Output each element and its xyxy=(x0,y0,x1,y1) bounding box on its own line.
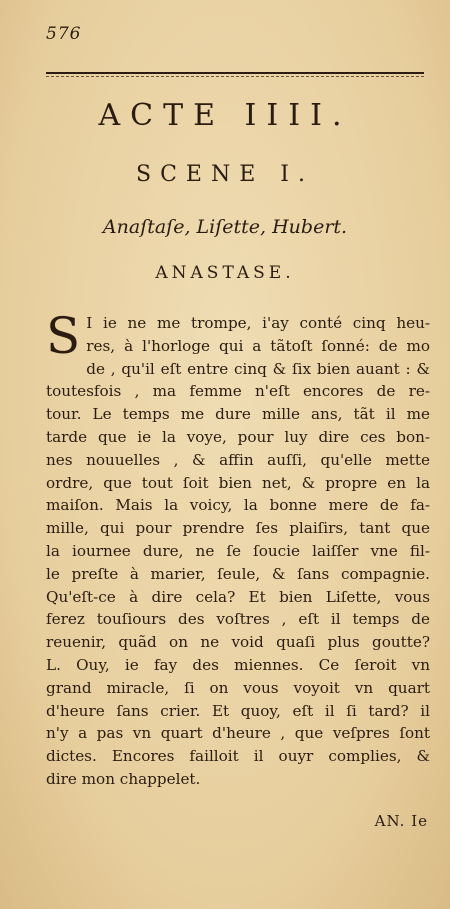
text-line: mille, qui pour prendre ſes plaiſirs, tant que xyxy=(46,519,430,538)
catchword: AN. Ie xyxy=(374,812,428,830)
text-line: L. Ouy, ie fay des miennes. Ce ſeroit vn xyxy=(46,655,430,674)
drop-cap: S xyxy=(46,307,81,365)
header-rule xyxy=(46,72,424,74)
text-line: reuenir, quãd on ne void quaſi plus goutte? xyxy=(46,633,430,652)
act-title: ACTE IIII. xyxy=(98,98,352,133)
text-line: tarde que ie la voye, pour luy dire ces bon- xyxy=(46,427,430,446)
text-line: tour. Le temps me dure mille ans, tãt il me xyxy=(46,405,430,424)
text-line: nes nouuelles , & affin auſſi, qu'elle mette xyxy=(46,450,430,469)
text-line: n'y a pas vn quart d'heure , que veſpres ſont xyxy=(46,724,430,743)
body-text xyxy=(46,307,430,791)
text-line: dictes. Encores failloit il ouyr complies, & xyxy=(46,747,430,766)
text-line: Qu'eſt-ce à dire cela? Et bien Liſette, vous xyxy=(46,587,430,606)
text-line: toutesfois , ma femme n'eſt encores de re- xyxy=(46,382,430,401)
text-line: maiſon. Mais la voicy, la bonne mere de fa- xyxy=(46,496,430,515)
speaker-heading: ANASTASE. xyxy=(155,263,295,283)
text-line: ferez touſiours des voſtres , eſt il temps de xyxy=(46,610,430,629)
scene-title: SCENE I. xyxy=(136,162,314,187)
text-line: res, à l'horloge qui a tãtoſt ſonné: de mo xyxy=(86,336,430,355)
text-line: la iournee dure, ne ſe ſoucie laiſſer vne fil- xyxy=(46,541,430,560)
text-line: le preſte à marier, ſeule, & ſans compagnie. xyxy=(46,564,430,583)
page-number: 576 xyxy=(46,24,82,44)
text-line: dire mon chappelet. xyxy=(46,769,201,788)
text-line: grand miracle, ſi on vous voyoit vn quart xyxy=(46,678,430,697)
text-line: I ie ne me trompe, i'ay conté cinq heu- xyxy=(86,314,430,332)
text-line: ordre, que tout ſoit bien net, & propre en la xyxy=(46,473,430,492)
character-list: Anaſtaſe, Liſette, Hubert. xyxy=(102,216,348,238)
header-rule-ornament xyxy=(46,76,424,77)
text-line: d'heure ſans crier. Et quoy, eſt il ſi tard? il xyxy=(46,701,430,720)
text-line: de , qu'il eſt entre cinq & ſix bien auant : & xyxy=(86,359,430,378)
